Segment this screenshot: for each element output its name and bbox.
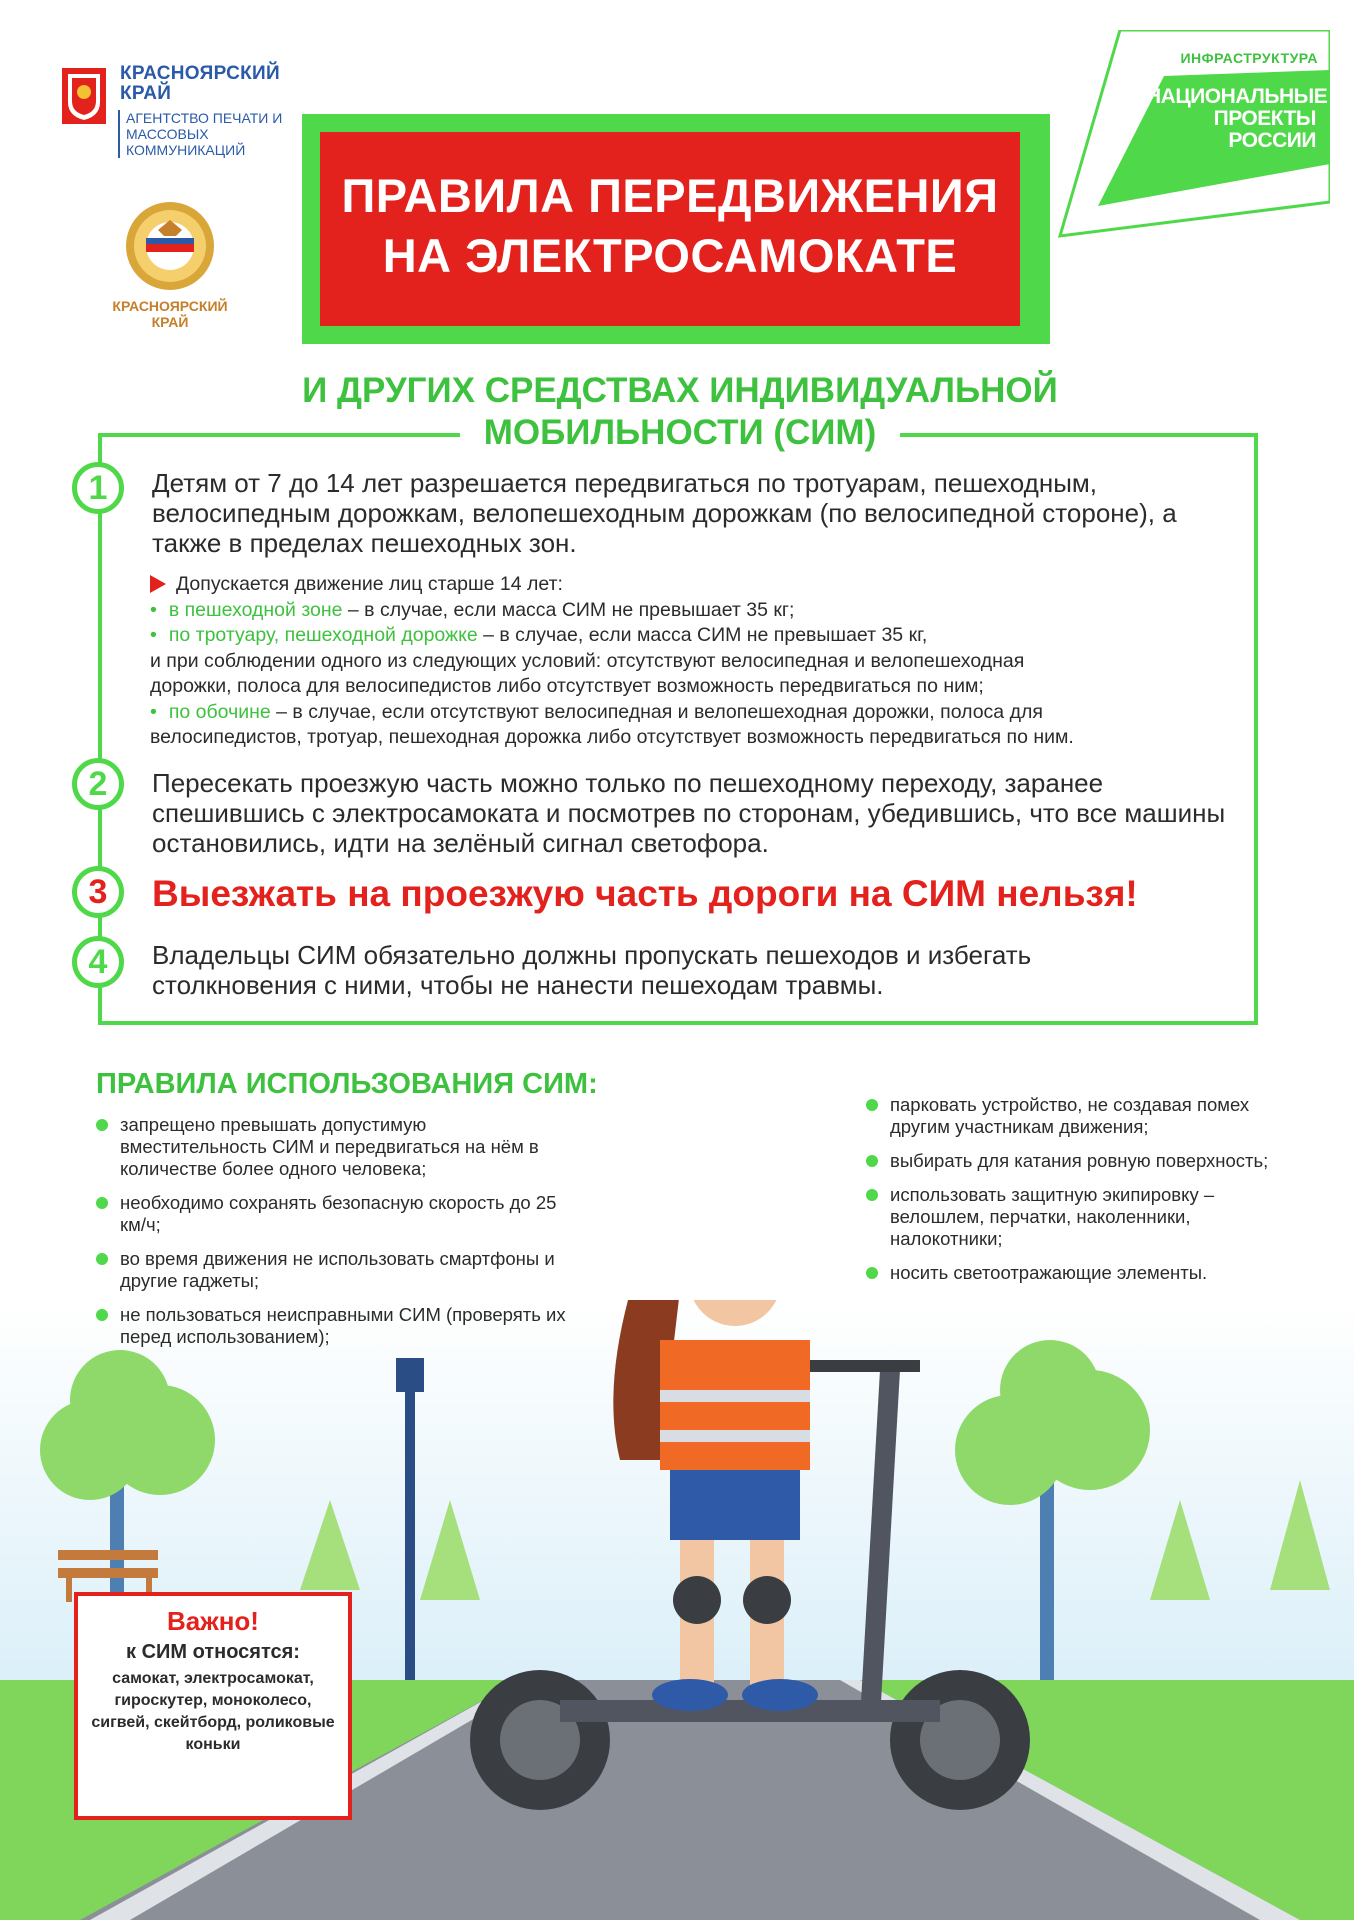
region-agency-logo: [62, 64, 302, 164]
region-emblem-icon: [62, 68, 106, 124]
page-subtitle-line2: МОБИЛЬНОСТИ (СИМ): [483, 413, 877, 452]
usage-rule-item: необходимо сохранять безопасную скорость до 25 км/ч;: [96, 1192, 566, 1236]
important-subtitle: к СИМ относятся:: [126, 1641, 300, 1663]
over14-item-2: [150, 623, 1240, 649]
usage-rule-item: носить светоотражающие элементы.: [866, 1262, 1286, 1284]
page-title-line2: НА ЭЛЕКТРОСАМОКАТЕ: [382, 229, 958, 282]
important-body: самокат, электросамокат, гироскутер, моноколесо, сигвей, скейтборд, роликовые коньки: [91, 1670, 335, 1753]
important-box: [74, 1592, 352, 1820]
page-title-line1: ПРАВИЛА ПЕРЕДВИЖЕНИЯ: [341, 169, 999, 222]
usage-rules-right-list: [866, 1094, 1286, 1296]
region-logo-subtitle: АГЕНТСТВО ПЕЧАТИ И МАССОВЫХ КОММУНИКАЦИЙ: [118, 110, 296, 158]
rule-text-4: Владельцы СИМ обязательно должны пропускать пешеходов и избегать столкновения с ними, чтобы не нанести пешеходам травмы.: [152, 940, 1032, 1000]
rule-text-2: Пересекать проезжую часть можно только по пешеходному переходу, заранее спешившись с электросамоката и посмотрев по сторонам, убедившись, что все машины остановились, идти на зелёный сигнал светофора.: [152, 768, 1226, 858]
gibdd-emblem-icon: [100, 196, 240, 296]
over14-item-1-highlight: в пешеходной зоне: [168, 598, 343, 621]
bullet-icon: •: [150, 700, 157, 723]
region-logo-title: КРАСНОЯРСКИЙ КРАЙ: [120, 63, 280, 104]
usage-rule-item: во время движения не использовать смартфоны и другие гаджеты;: [96, 1248, 566, 1292]
over14-item-2-cont2: дорожки, полоса для велосипедистов либо отсутствует возможность передвигаться по ним;: [150, 675, 984, 697]
rule-number-3: 3: [72, 866, 124, 918]
rule-text-1: Детям от 7 до 14 лет разрешается передвигаться по тротуарам, пешеходным, велосипедным дорожкам, велопешеходным дорожкам (по велосипедной стороне), а также в пределах пешеходных зон.: [152, 468, 1177, 558]
rule-number-2: 2: [72, 758, 124, 810]
over14-item-3: [150, 700, 1240, 726]
rule-text-3: Выезжать на проезжую часть дороги на СИМ нельзя!: [152, 873, 1138, 914]
important-title: Важно!: [167, 1606, 259, 1636]
page-subtitle-line1: И ДРУГИХ СРЕДСТВАХ ИНДИВИДУАЛЬНОЙ: [302, 371, 1058, 410]
arrow-right-icon: [150, 575, 166, 593]
national-project-category: ИНФРАСТРУКТУРА: [1180, 50, 1318, 66]
page-title: [320, 166, 1020, 286]
over14-item-3-highlight: по обочине: [168, 700, 271, 723]
over14-item-2-highlight: по тротуару, пешеходной дорожке: [168, 624, 478, 646]
over14-item-2-cont1: и при соблюдении одного из следующих условий: отсутствуют велосипедная и велопешеходная: [150, 649, 1025, 672]
title-banner: [320, 132, 1020, 326]
usage-rules-title: ПРАВИЛА ИСПОЛЬЗОВАНИЯ СИМ:: [96, 1068, 598, 1100]
over14-item-3-cont: велосипедистов, тротуар, пешеходная дорожка либо отсутствует возможность передвигаться по ним.: [150, 726, 1074, 748]
bullet-icon: •: [150, 624, 157, 646]
gibdd-logo-label: КРАСНОЯРСКИЙ КРАЙ: [112, 298, 228, 330]
usage-rule-item: запрещено превышать допустимую вместительность СИМ и передвигаться на нём в количестве более одного человека;: [96, 1114, 566, 1180]
national-project-name: НАЦИОНАЛЬНЫЕ ПРОЕКТЫ РОССИИ: [1146, 85, 1328, 152]
usage-rule-item: использовать защитную экипировку – велошлем, перчатки, наколенники, налокотники;: [866, 1184, 1286, 1250]
over14-intro: Допускается движение лиц старше 14 лет:: [176, 573, 563, 595]
usage-rule-item: парковать устройство, не создавая помех другим участникам движения;: [866, 1094, 1286, 1138]
bullet-icon: •: [150, 598, 157, 621]
usage-rule-item: не пользоваться неисправными СИМ (проверять их перед использованием);: [96, 1304, 566, 1348]
over14-rules: [150, 572, 1240, 751]
over14-item-1-rest: – в случае, если масса СИМ не превышает 35 кг;: [342, 598, 795, 621]
page-subtitle: [270, 370, 1090, 454]
over14-item-3-rest: – в случае, если отсутствуют велосипедная и велопешеходная дорожки, полоса для: [270, 700, 1043, 723]
rule-number-4: 4: [72, 936, 124, 988]
usage-rules-left-list: [96, 1114, 566, 1360]
over14-item-1: [150, 598, 1240, 624]
over14-item-2-rest: – в случае, если масса СИМ не превышает 35 кг,: [477, 624, 928, 646]
over14-intro-row: [150, 572, 1240, 598]
rule-number-1: 1: [72, 462, 124, 514]
gibdd-logo: [100, 196, 240, 336]
usage-rule-item: выбирать для катания ровную поверхность;: [866, 1150, 1286, 1172]
national-project-logo: [1040, 30, 1330, 240]
